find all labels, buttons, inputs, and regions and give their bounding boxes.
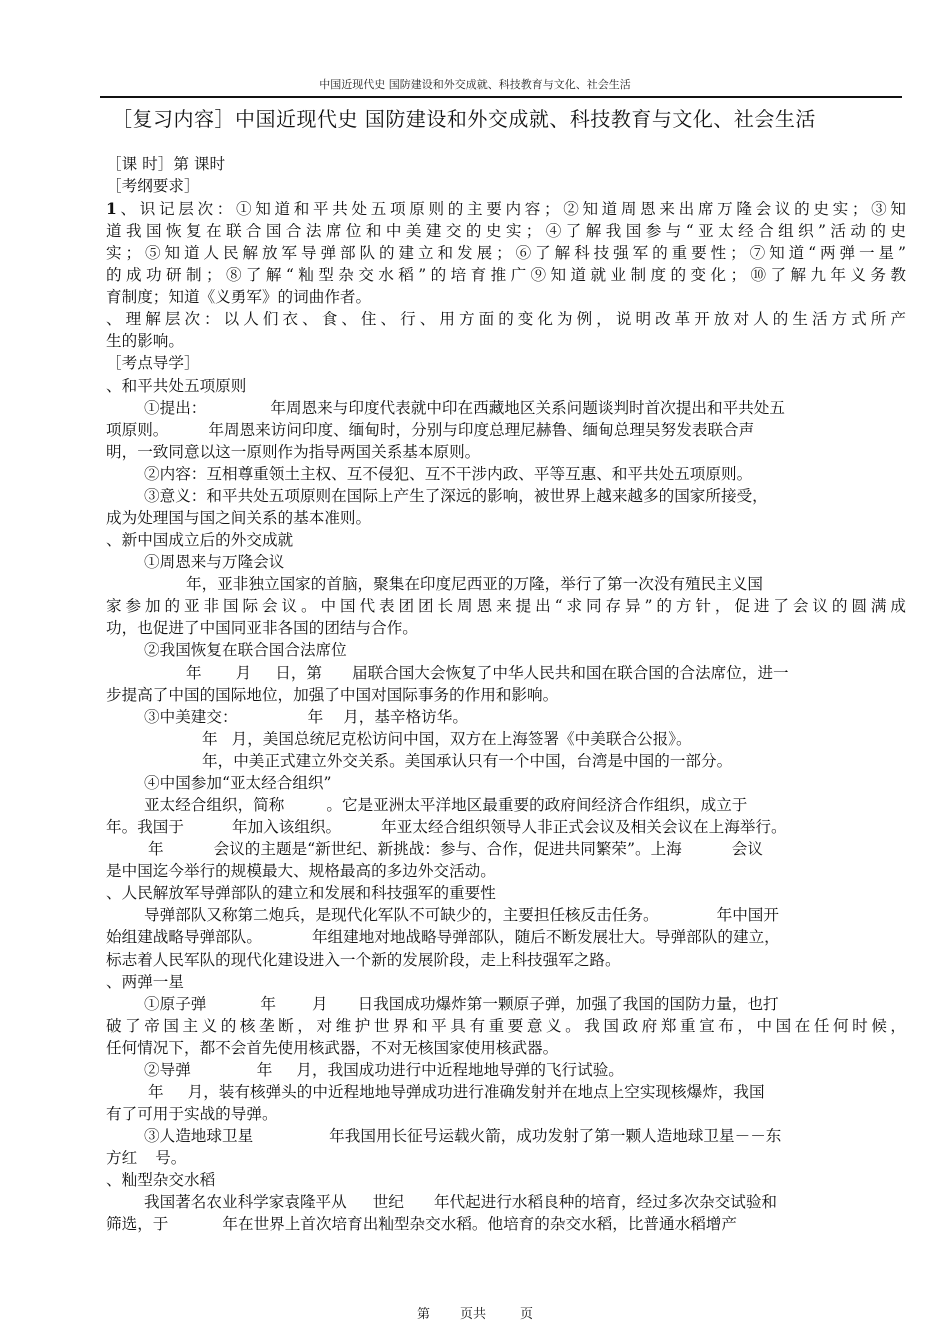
text-span: 导弹部队又称第二炮兵，是现代化军队不可缺少的，主要担任核反击任务。 <box>144 906 659 924</box>
text-span: 年 <box>148 1083 164 1101</box>
text-span: 号。 <box>155 1149 187 1167</box>
text-span: ②内容：互相尊重领土主权、互不侵犯、互不干涉内政、平等互惠、和平共处五项原则。 <box>144 465 753 483</box>
text-line <box>106 420 906 440</box>
text-line: 步提高了中国的国际地位，加强了中国对国际事务的作用和影响。 <box>106 686 559 704</box>
text-span: 世纪 <box>372 1193 404 1211</box>
text-span: 年亚太经合组织领导人非正式会议及相关会议在上海举行。 <box>381 818 787 836</box>
text-line <box>106 773 906 793</box>
text-span: ④中国参加“亚太经合组织” <box>144 774 332 792</box>
running-header: 中国近现代史 国防建设和外交成就、科技教育与文化、社会生活 <box>319 78 631 91</box>
text-line <box>106 707 906 727</box>
text-span: 年组建地对地战略导弹部队，随后不断发展壮大。导弹部队的建立， <box>311 928 780 946</box>
section-heading: 、和平共处五项原则 <box>106 377 247 395</box>
header-rule <box>100 96 902 98</box>
text-span: 我国著名农业科学家袁隆平从 <box>144 1193 347 1211</box>
text-span: 年代起进行水稻良种的培育，经过多次杂交试验和 <box>433 1193 778 1211</box>
page-title: ［复习内容］中国近现代史 国防建设和外交成就、科技教育与文化、社会生活 <box>112 107 816 131</box>
footer-di: 第 <box>416 1307 430 1322</box>
text-span: 。它是亚洲太平洋地区最重要的政府间经济合作组织，成立于 <box>326 796 748 814</box>
text-line: 标志着人民军队的现代化建设进入一个新的发展阶段，走上科技强军之路。 <box>106 951 621 969</box>
text-span: 年中国开 <box>716 906 779 924</box>
text-line: 家参加的亚非国际会议。中国代表团团长周恩来提出“求同存异”的方针，促进了会议的圆满成 <box>106 597 906 615</box>
text-span: 月，我国成功进行中近程地地导弹的飞行试验。 <box>296 1061 624 1079</box>
text-line: 是中国迄今举行的规模最大、规格最高的多边外交活动。 <box>106 862 496 880</box>
text-line: 有了可用于实战的导弹。 <box>106 1105 278 1123</box>
text-span: 年 <box>307 708 324 726</box>
text-line: 破了帝国主义的核垄断，对维护世界和平具有重要意义。我国政府郑重宣布，中国在任何时候， <box>106 1017 906 1035</box>
text-span: 月，基辛格访华。 <box>343 708 468 726</box>
text-line: 的成功研制；⑧了解“籼型杂交水稻”的培育推广⑨知道就业制度的变化；⑩了解九年义务教 <box>106 266 906 284</box>
page-footer <box>0 1303 950 1322</box>
text-span: 月 <box>235 664 252 682</box>
section-heading: ［考点导学］ <box>106 354 200 372</box>
text-span: 年 <box>186 664 202 682</box>
text-line <box>106 927 906 947</box>
text-span: 年 <box>202 730 218 748</box>
text-line: 道我国恢复在联合国合法席位和中美建交的史实；④了解我国参与“亚太经合组织”活动的史 <box>106 222 906 240</box>
text-span: 年加入该组织。 <box>231 818 342 836</box>
text-span: 年 <box>148 840 164 858</box>
text-span: 月，装有核弹头的中近程地地导弹成功进行准确发射并在地点上空实现核爆炸，我国 <box>187 1083 765 1101</box>
text-span: 年我国用长征号运载火箭，成功发射了第一颗人造地球卫星－－东 <box>329 1127 782 1145</box>
text-line <box>106 795 906 815</box>
text-line: 、理解层次：以人们衣、食、住、行、用方面的变化为例，说明改革开放对人的生活方式所产 <box>106 310 906 328</box>
text-line: 任何情况下，都不会首先使用核武器，不对无核国家使用核武器。 <box>106 1039 559 1057</box>
footer-ye: 页共 <box>459 1307 486 1322</box>
text-line <box>106 994 906 1014</box>
text-span: ①周恩来与万隆会议 <box>144 553 285 571</box>
text-line <box>106 552 906 572</box>
section-heading: 、新中国成立后的外交成就 <box>106 531 294 549</box>
text-line: 明，一致同意以这一原则作为指导两国关系基本原则。 <box>106 443 481 461</box>
text-span: 年，中美正式建立外交关系。美国承认只有一个中国，台湾是中国的一部分。 <box>202 752 733 770</box>
text-line <box>106 640 906 660</box>
section-heading: 、籼型杂交水稻 <box>106 1171 216 1189</box>
text-span: 日，第 <box>275 664 323 682</box>
text-line: 成为处理国与国之间关系的基本准则。 <box>106 509 372 527</box>
text-span: ③中美建交： <box>144 708 238 726</box>
text-span: 、识记层次：①知道和平共处五项原则的主要内容；②知道周恩来出席万隆会议的史实；③知 <box>116 200 906 218</box>
text-line <box>106 486 906 506</box>
text-line: ［考纲要求］ <box>106 177 200 195</box>
text-line <box>106 751 906 771</box>
footer-ye2: 页 <box>520 1307 534 1322</box>
text-span: 方红 <box>106 1149 138 1167</box>
item-number: 1 <box>106 199 117 218</box>
text-line <box>106 398 906 418</box>
text-span: ③意义：和平共处五项原则在国际上产生了深远的影响，被世界上越来越多的国家所接受， <box>144 487 768 505</box>
text-span: ①提出： <box>144 399 207 417</box>
text-line <box>106 199 906 219</box>
text-line <box>106 574 906 594</box>
text-line: ［课 时］第 课时 <box>106 155 226 173</box>
text-span: 年在世界上首次培育出籼型杂交水稻。他培育的杂交水稻，比普通水稻增产 <box>222 1215 737 1233</box>
text-line: 育制度；知道《义勇军》的词曲作者。 <box>106 288 372 306</box>
text-line <box>106 464 906 484</box>
text-line <box>106 1082 906 1102</box>
text-line <box>106 1148 906 1168</box>
text-span: 会议的主题是“新世纪、新挑战：参与、合作，促进共同繁荣”。上海 <box>213 840 682 858</box>
text-span: 会议 <box>731 840 763 858</box>
text-span: 项原则。 <box>106 421 169 439</box>
text-span: 届联合国大会恢复了中华人民共和国在联合国的合法席位，进一 <box>352 664 789 682</box>
text-span: 年。我国于 <box>106 818 184 836</box>
text-line: 实；⑤知道人民解放军导弹部队的建立和发展；⑥了解科技强军的重要性；⑦知道“两弹一星” <box>106 244 906 262</box>
text-line <box>106 1192 906 1212</box>
text-line: 功，也促进了中国同亚非各国的团结与合作。 <box>106 619 418 637</box>
text-span: 年周恩来与印度代表就中印在西藏地区关系问题谈判时首次提出和平共处五 <box>270 399 785 417</box>
text-span: 年，亚非独立国家的首脑，聚集在印度尼西亚的万隆，举行了第一次没有殖民主义国 <box>186 575 763 593</box>
text-span: ②我国恢复在联合国合法席位 <box>144 641 347 659</box>
text-span: ③人造地球卫星 <box>144 1127 254 1145</box>
text-line <box>106 1214 906 1234</box>
text-span: 月，美国总统尼克松访问中国，双方在上海签署《中美联合公报》。 <box>231 730 692 748</box>
section-heading: 、两弹一星 <box>106 973 184 991</box>
text-span: 月 <box>312 995 328 1013</box>
text-line: 生的影响。 <box>106 332 184 350</box>
text-line <box>106 729 906 749</box>
text-span: 年 <box>260 995 276 1013</box>
text-span: ②导弹 <box>144 1061 191 1079</box>
text-span: ①原子弹 <box>144 995 207 1013</box>
text-line <box>106 663 906 683</box>
text-span: 年 <box>256 1061 273 1079</box>
section-heading: 、人民解放军导弹部队的建立和发展和科技强军的重要性 <box>106 884 496 902</box>
text-span: 日我国成功爆炸第一颗原子弹，加强了我国的国防力量，也打 <box>357 995 779 1013</box>
text-span: 亚太经合组织，简称 <box>144 796 285 814</box>
text-span: 始组建战略导弹部队。 <box>106 928 262 946</box>
text-line <box>106 817 906 837</box>
text-line <box>106 1060 906 1080</box>
text-line <box>106 839 906 859</box>
text-line <box>106 905 906 925</box>
text-line <box>106 1126 906 1146</box>
text-span: 筛选，于 <box>106 1215 169 1233</box>
text-span: 年周恩来访问印度、缅甸时，分别与印度总理尼赫鲁、缅甸总理吴努发表联合声 <box>208 421 755 439</box>
